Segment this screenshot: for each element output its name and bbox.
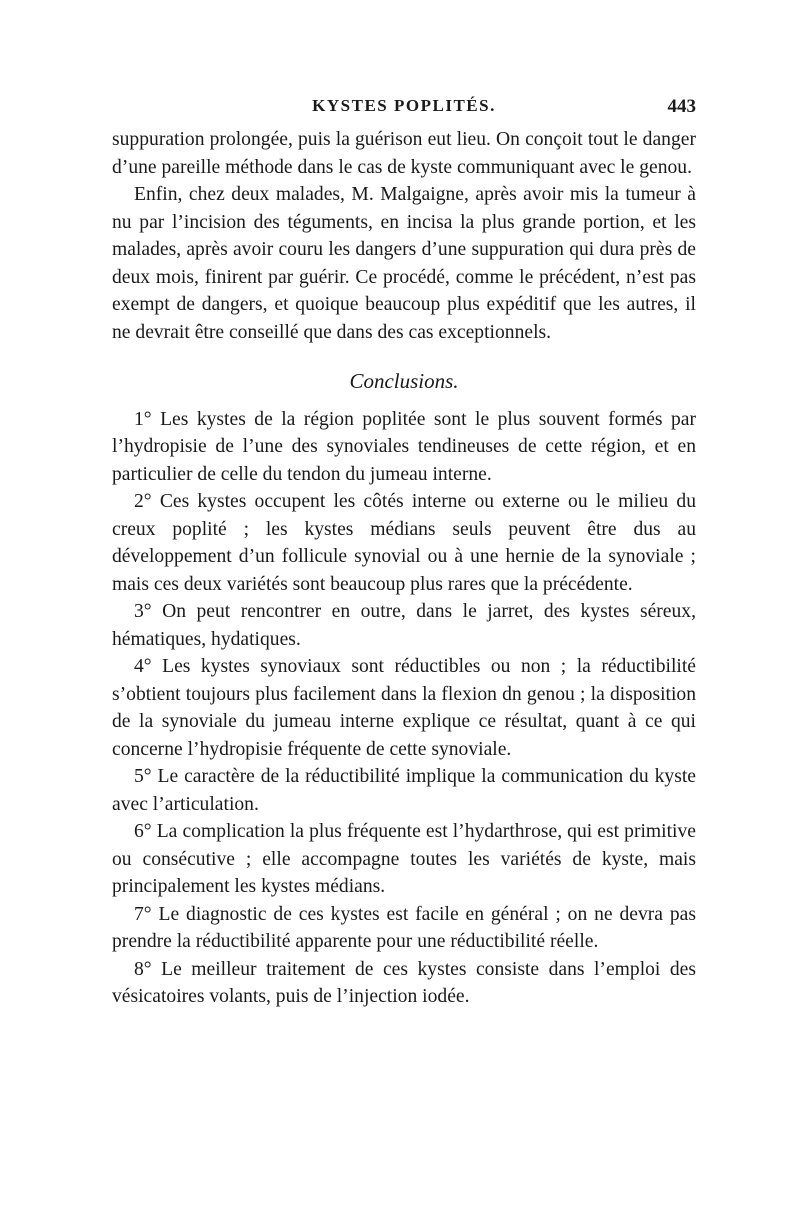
conclusion-item: 8° Le meilleur traitement de ces kystes consiste dans l’emploi des vésicatoires volants, puis de l’injection iodée.: [112, 958, 696, 1007]
page-number: 443: [667, 96, 696, 117]
conclusion-item: 7° Le diagnostic de ces kystes est facile en général ; on ne devra pas prendre la réductibilité apparente pour une réductibilité réelle.: [112, 903, 696, 952]
paragraph: Enfin, chez deux malades, M. Malgaigne, après avoir mis la tumeur à nu par l’incision des téguments, en incisa la plus grande portion, et les malades, après avoir couru les dangers d’une suppuration qui dura près de deux mois, finirent par guérir. Ce procédé, comme le précédent, n’est pas exempt de dangers, et quoique beaucoup plus expéditif que les autres, il ne devrait être conseillé que dans des cas exceptionnels.: [112, 184, 696, 343]
page-body: [112, 126, 696, 1011]
conclusion-item: 5° Le caractère de la réductibilité implique la communication du kyste avec l’articulation.: [112, 766, 696, 815]
running-title: KYSTES POPLITÉS.: [312, 96, 496, 115]
conclusion-item: 3° On peut rencontrer en outre, dans le jarret, des kystes séreux, hématiques, hydatiques.: [112, 601, 696, 650]
section-title: Conclusions.: [349, 369, 459, 393]
paragraph: suppuration prolongée, puis la guérison eut lieu. On conçoit tout le danger d’une pareille méthode dans le cas de kyste communiquant avec le genou.: [112, 129, 696, 178]
conclusion-item: 2° Ces kystes occupent les côtés interne ou externe ou le milieu du creux poplité ; les kystes médians seuls peuvent être dus au développement d’un follicule synovial ou à une hernie de la synoviale ; mais ces deux variétés sont beaucoup plus rares que la précédente.: [112, 491, 696, 595]
conclusion-item: 4° Les kystes synoviaux sont réductibles ou non ; la réductibilité s’obtient toujours plus facilement dans la flexion dn genou ; la disposition de la synoviale du jumeau interne explique ce résultat, quant à ce qui concerne l’hydropisie fréquente de cette synoviale.: [112, 656, 696, 760]
conclusion-item: 6° La complication la plus fréquente est l’hydarthrose, qui est primitive ou consécutive ; elle accompagne toutes les variétés de kyste, mais principalement les kystes médians.: [112, 821, 696, 897]
conclusion-item: 1° Les kystes de la région poplitée sont le plus souvent formés par l’hydropisie de l’une des synoviales tendineuses de cette région, et en particulier de celle du tendon du jumeau interne.: [112, 408, 696, 485]
page-header: [112, 96, 696, 128]
